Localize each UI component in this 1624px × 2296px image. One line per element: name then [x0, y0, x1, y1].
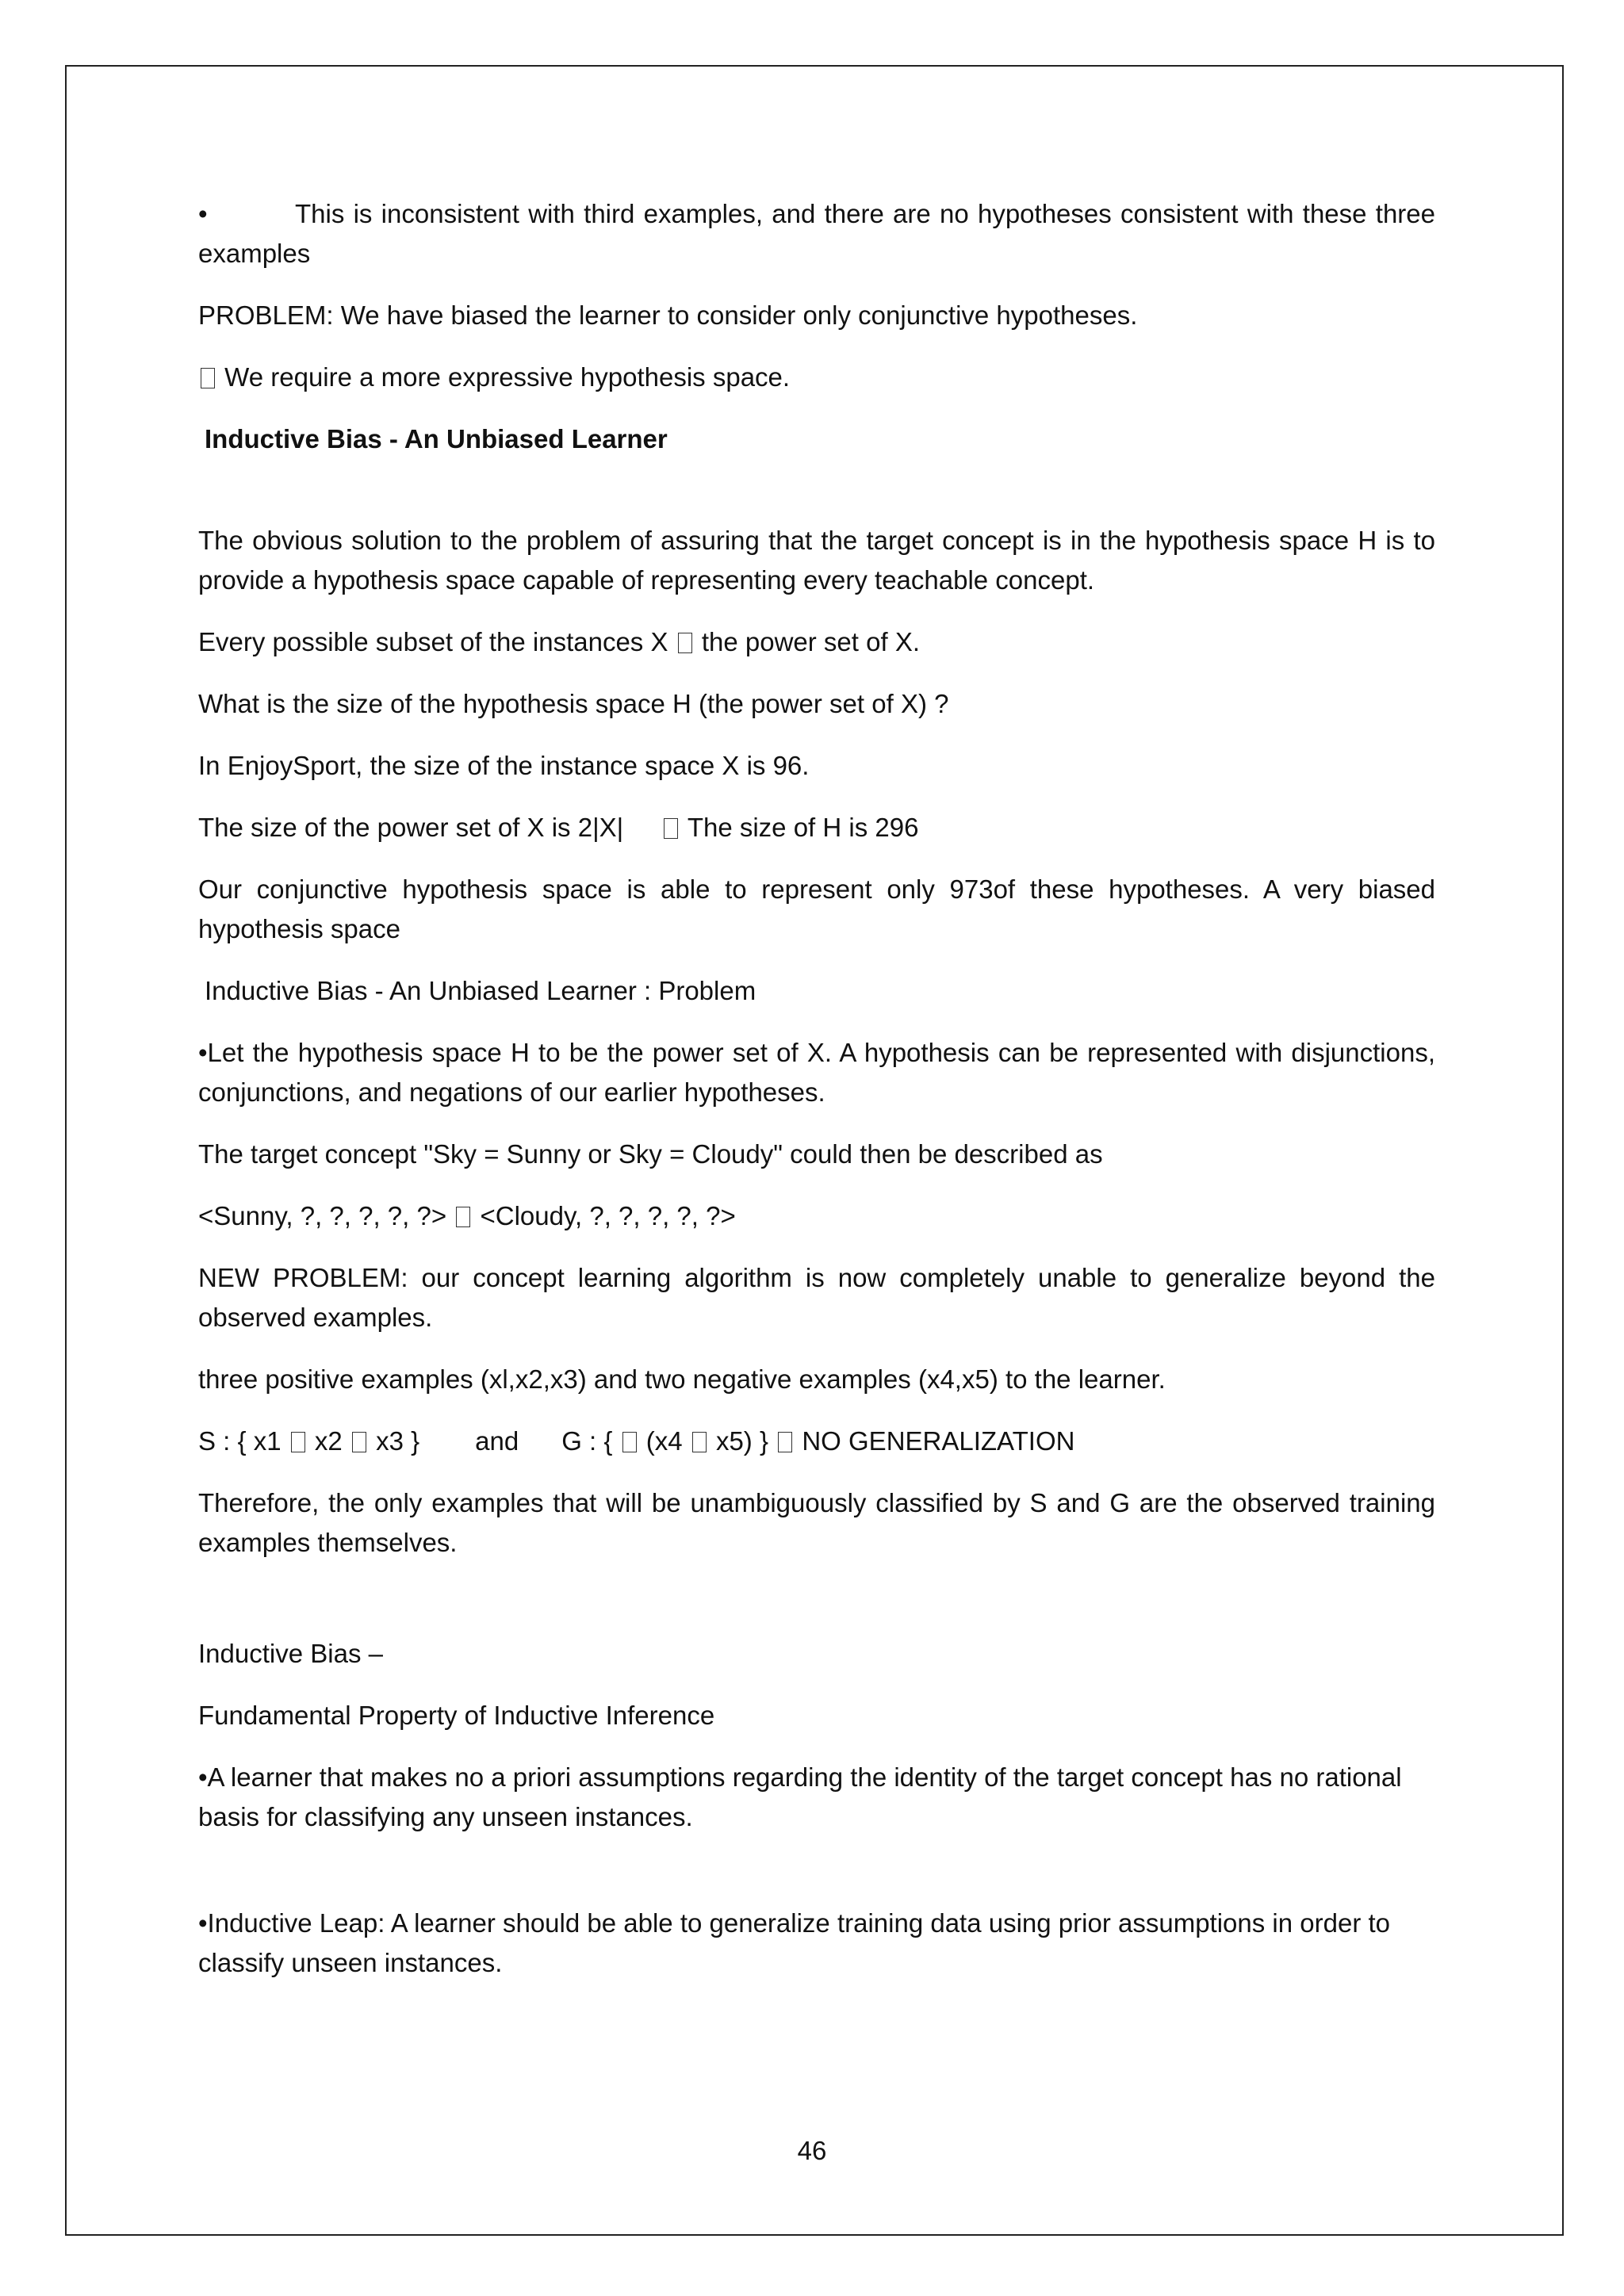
g-text-a: G : {	[561, 1426, 613, 1456]
let-hypothesis-paragraph: •Let the hypothesis space H to be the power set of X. A hypothesis can be represented with disjunctions, conjunctions, and negations of our earlier hypotheses.	[198, 1038, 1435, 1107]
powerset-line	[198, 808, 1435, 848]
inductive-bias-heading: Inductive Bias –	[198, 1639, 383, 1668]
missing-glyph-icon	[664, 818, 678, 839]
require-text: We require a more expressive hypothesis space.	[224, 362, 791, 392]
inconsistent-text: This is inconsistent with third examples, and there are no hypotheses consistent with these three examples	[198, 199, 1435, 268]
inconsistent-bullet	[198, 194, 1435, 274]
s-text-b: x2	[314, 1426, 343, 1456]
subset-line	[198, 622, 1435, 662]
missing-glyph-icon	[456, 1207, 470, 1227]
g-text-b: (x4	[645, 1426, 683, 1456]
s-text-c: x3 }	[376, 1426, 420, 1456]
s-text-a: S : { x1	[198, 1426, 282, 1456]
missing-glyph-icon	[622, 1432, 637, 1452]
subset-text-b: the power set of X.	[701, 627, 920, 656]
page-content	[198, 194, 1435, 2005]
three-positive-line: three positive examples (xl,x2,x3) and two negative examples (x4,x5) to the learner.	[198, 1364, 1166, 1394]
require-line	[198, 358, 1435, 397]
fundamental-property-heading: Fundamental Property of Inductive Inference	[198, 1701, 715, 1730]
powerset-text-a: The size of the power set of X is 2|X|	[198, 813, 624, 842]
missing-glyph-icon	[291, 1432, 305, 1452]
size-question-line: What is the size of the hypothesis space H (the power set of X) ?	[198, 689, 949, 718]
obvious-solution-paragraph: The obvious solution to the problem of assuring that the target concept is in the hypothesis space H is to provide a hypothesis space capable of representing every teachable concept.	[198, 526, 1435, 595]
missing-glyph-icon	[692, 1432, 707, 1452]
s-g-line	[198, 1422, 1435, 1461]
cloudy-text: <Cloudy, ?, ?, ?, ?, ?>	[480, 1201, 736, 1230]
heading-unbiased-learner-problem: Inductive Bias - An Unbiased Learner : Problem	[205, 976, 756, 1005]
bullet-symbol: •	[198, 199, 208, 228]
missing-glyph-icon	[352, 1432, 366, 1452]
problem-line: PROBLEM: We have biased the learner to consider only conjunctive hypotheses.	[198, 300, 1138, 330]
missing-glyph-icon	[778, 1432, 792, 1452]
enjoysport-line: In EnjoySport, the size of the instance space X is 96.	[198, 751, 810, 780]
conjunctive-paragraph: Our conjunctive hypothesis space is able to represent only 973of these hypotheses. A very biased hypothesis space	[198, 874, 1435, 943]
g-text-c: x5) }	[715, 1426, 768, 1456]
sunny-cloudy-line	[198, 1196, 1435, 1236]
new-problem-paragraph: NEW PROBLEM: our concept learning algorithm is now completely unable to generalize beyond the observed examples.	[198, 1263, 1435, 1332]
no-priori-paragraph: •A learner that makes no a priori assumptions regarding the identity of the target concept has no rational basis for classifying any unseen instances.	[198, 1762, 1402, 1831]
therefore-paragraph: Therefore, the only examples that will be unambiguously classified by S and G are the observed training examples themselves.	[198, 1488, 1435, 1557]
target-concept-line: The target concept "Sky = Sunny or Sky = Cloudy" could then be described as	[198, 1139, 1103, 1169]
heading-unbiased-learner: Inductive Bias - An Unbiased Learner	[205, 424, 668, 453]
and-text: and	[475, 1426, 519, 1456]
sunny-text: <Sunny, ?, ?, ?, ?, ?>	[198, 1201, 447, 1230]
page-number: 46	[797, 2136, 827, 2165]
inductive-leap-paragraph: •Inductive Leap: A learner should be able to generalize training data using prior assumptions in order to classify unseen instances.	[198, 1908, 1390, 1977]
subset-text-a: Every possible subset of the instances X	[198, 627, 668, 656]
missing-glyph-icon	[201, 368, 215, 388]
powerset-text-b: The size of H is 296	[687, 813, 919, 842]
missing-glyph-icon	[678, 633, 692, 653]
no-generalization-text: NO GENERALIZATION	[802, 1426, 1075, 1456]
